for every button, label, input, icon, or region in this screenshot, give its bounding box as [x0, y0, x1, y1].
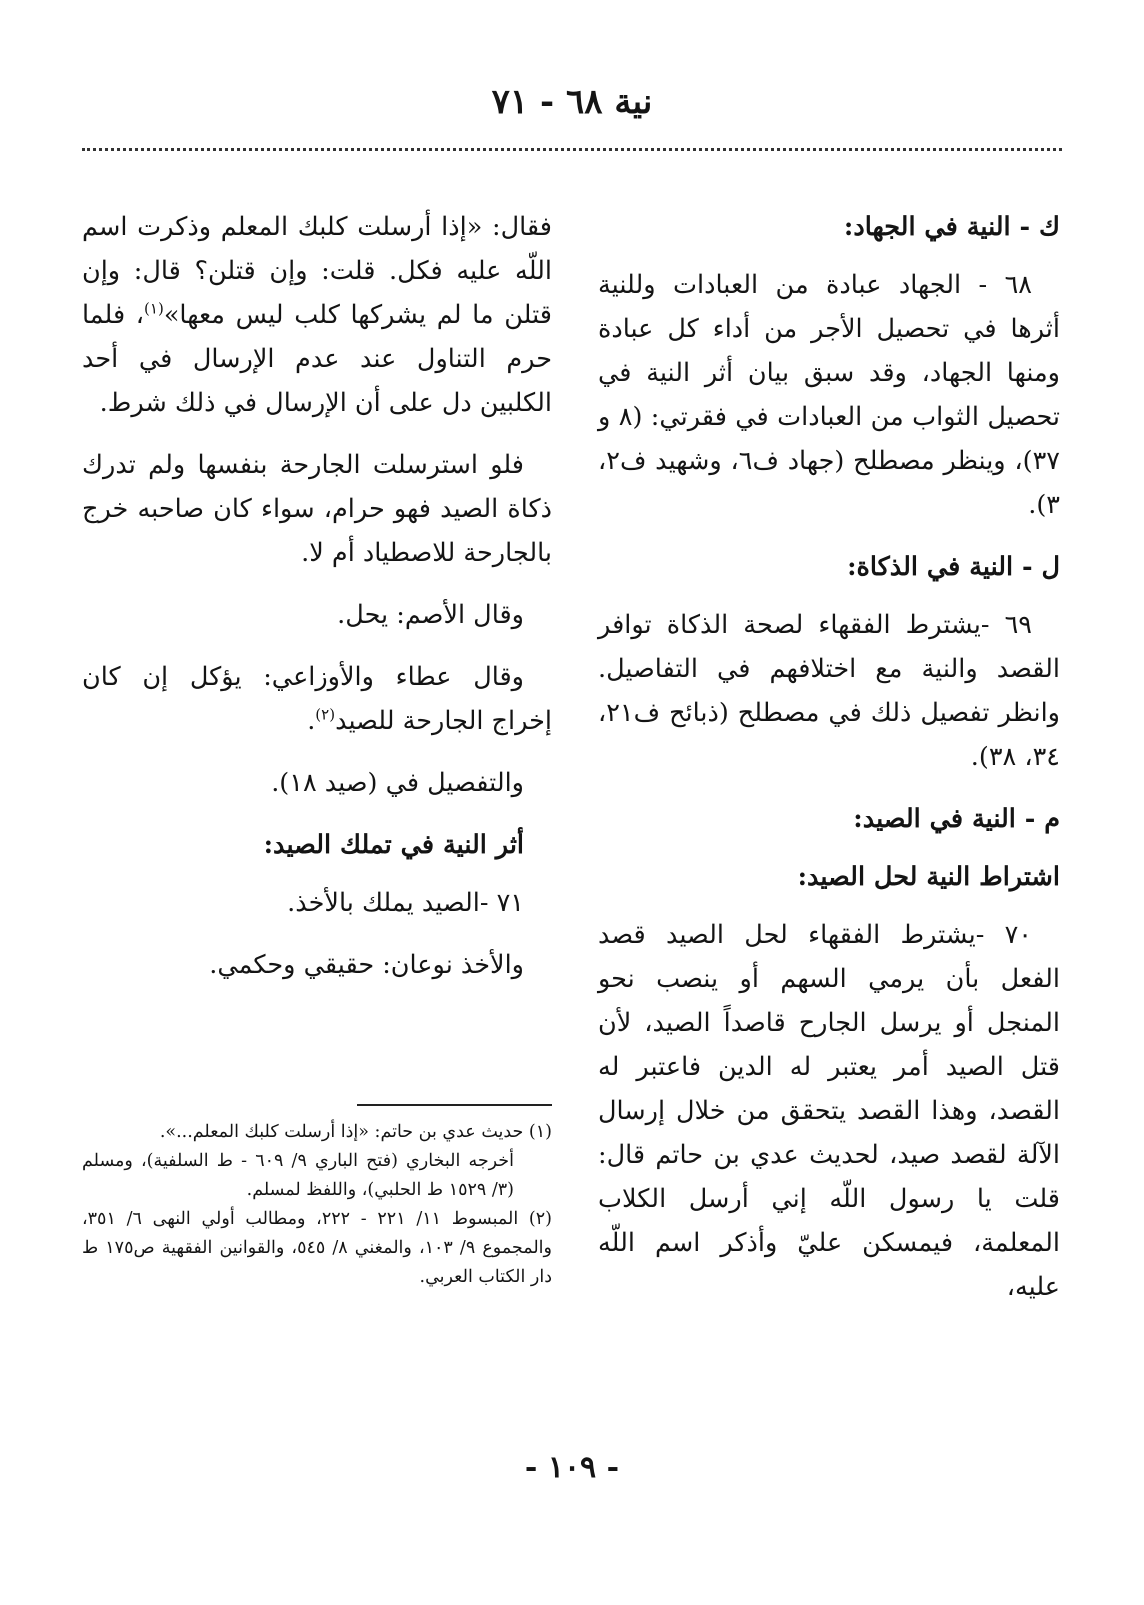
header-dotted-rule — [82, 148, 1062, 151]
hadith-conclusion: ، فلما حرم التناول عند عدم الإرسال في أحد الكلبين دل على أن الإرسال في ذلك شرط. — [82, 300, 552, 418]
section-heading-dhakah: ل - النية في الذكاة: — [847, 552, 1060, 582]
footnote-1-source: أخرجه البخاري (فتح الباري ٩/ ٦٠٩ - ط السلفية)، ومسلم (٣/ ١٥٢٩ ط الحلبي)، واللفظ لمسلم. — [82, 1151, 514, 1200]
footnote-ref-2[interactable]: (٢) — [315, 705, 336, 724]
subheading-hunting-condition: اشتراط النية لحل الصيد: — [797, 862, 1060, 892]
section-heading-hunting: م - النية في الصيد: — [853, 804, 1060, 834]
footnote-separator — [357, 1104, 552, 1106]
left-column — [82, 205, 552, 1005]
footnote-2: (٢) المبسوط ١١/ ٢٢١ - ٢٢٢، ومطالب أولي النهى ٦/ ٣٥١، والمجموع ٩/ ١٠٣، والمغني ٨/ ٥٤٥، والقوانين الفقهية ص١٧٥ ط دار الكتاب العربي. — [82, 1209, 552, 1287]
paragraph-hadith-continuation — [82, 205, 552, 425]
ata-awzai-tail: . — [307, 706, 316, 736]
paragraph-taking-types: والأخذ نوعان: حقيقي وحكمي. — [209, 950, 524, 980]
page-number: - ١٠٩ - — [524, 1450, 620, 1485]
section-heading-ownership: أثر النية في تملك الصيد: — [263, 830, 524, 860]
paragraph-ata-awzai — [82, 655, 552, 743]
footnote-1-hadith: (١) حديث عدي بن حاتم: «إذا أرسلت كلبك المعلم...». — [159, 1122, 552, 1142]
paragraph-71: ٧١ -الصيد يملك بالأخذ. — [287, 888, 524, 918]
right-column — [598, 205, 1060, 1327]
paragraph-self-release: فلو استرسلت الجارحة بنفسها ولم تدرك ذكاة الصيد فهو حرام، سواء كان صاحبه خرج بالجارحة للاصطياد أم لا. — [82, 450, 552, 568]
paragraph-details-reference: والتفصيل في (صيد ١٨). — [271, 768, 524, 798]
paragraph-69: ٦٩ -يشترط الفقهاء لصحة الذكاة توافر القصد والنية مع اختلافهم في التفاصيل. وانظر تفصيل ذلك في مصطلح (ذبائح ف٢١، ٣٤، ٣٨). — [598, 610, 1060, 772]
footnote-ref-1[interactable]: (١) — [144, 299, 164, 318]
paragraph-68: ٦٨ - الجهاد عبادة من العبادات وللنية أثرها في تحصيل الأجر من أداء كل عبادة ومنها الجهاد، وقد سبق بيان أثر النية في تحصيل الثواب من العبادات في فقرتي: (٨ و ٣٧)، وينظر مصطلح (جهاد ف٦، وشهيد ف٢، ٣). — [598, 270, 1061, 520]
ata-awzai-text: وقال عطاء والأوزاعي: يؤكل إن كان إخراج الجارحة للصيد — [82, 662, 552, 736]
page-header-title: نية ٦٨ - ٧١ — [491, 82, 653, 122]
paragraph-70: ٧٠ -يشترط الفقهاء لحل الصيد قصد الفعل بأن يرمي السهم أو ينصب نحو المنجل أو يرسل الجارح قاصداً الصيد، لأن قتل الصيد أمر يعتبر له الدين فاعتبر له القصد، وهذا القصد يتحقق من خلال إرسال الآلة لقصد صيد، لحديث عدي بن حاتم قال: قلت يا رسول اللّه إني أرسل الكلاب المعلمة، فيمسكن عليّ وأذكر اسم اللّه عليه، — [598, 920, 1060, 1302]
footnotes-block — [82, 1118, 552, 1292]
hadith-text: فقال: «إذا أرسلت كلبك المعلم وذكرت اسم اللّه عليه فكل. قلت: وإن قتلن؟ قال: وإن قتلن ما لم يشركها كلب ليس معها» — [82, 212, 552, 330]
section-heading-jihad: ك - النية في الجهاد: — [843, 212, 1060, 242]
paragraph-al-asamm: وقال الأصم: يحل. — [337, 600, 524, 630]
